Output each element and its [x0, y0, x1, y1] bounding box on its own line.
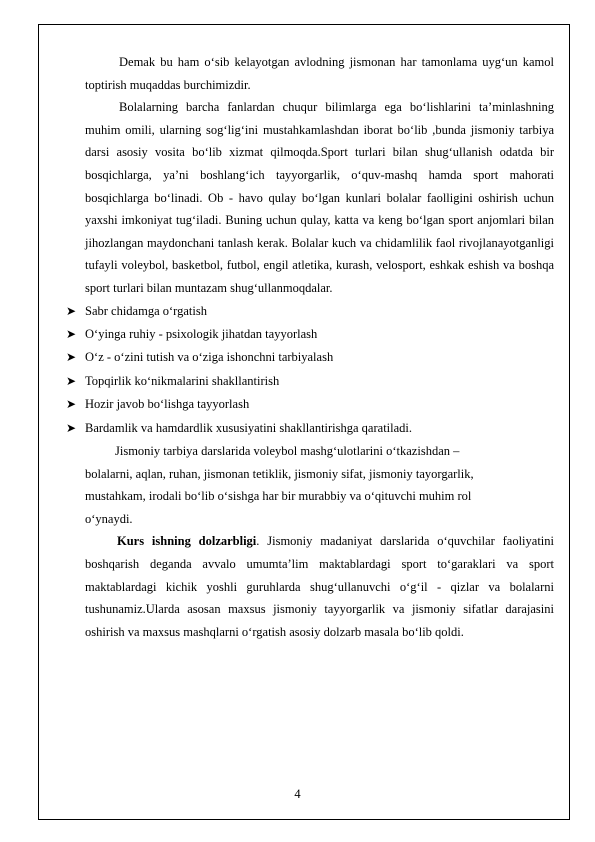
- relevance-text: . Jismoniy madaniyat darslarida o‘quvchilar faoliyatini boshqarish deganda avvalo umumta’lim maktablardagi sport to‘garaklari va sport maktablardagi kichik yoshli guruhlarda shug‘ullanuvchi o‘g‘il - qizlar va bolalarni tushunamiz.Ularda asosan maxsus jismoniy tayyorgarlik va jismoniy sifatlar darajasini oshirish va maxsus mashqlarni o‘rgatish asosiy dolzarb masala bo‘lib qoldi.: [85, 534, 554, 639]
- arrow-bullet-icon: ➤: [66, 303, 77, 318]
- paragraph-voleybol-text: bolalarni, aqlan, ruhan, jismonan tetiklik, jismoniy sifat, jismoniy tayorgarlik,: [85, 466, 474, 481]
- paragraph-voleybol-text: o‘ynaydi.: [85, 511, 133, 526]
- list-item-text: Sabr chidamga o‘rgatish: [85, 303, 207, 318]
- paragraph-relevance: [85, 530, 554, 643]
- relevance-heading: Kurs ishning dolzarbligi: [117, 534, 257, 549]
- paragraph-main-text: Bolalarning barcha fanlardan chuqur bilimlarga ega bo‘lishlarini ta’minlashning muhim omili, ularning sog‘lig‘ini mustahkamlashdan iborat bo‘lib ,bunda jismoniy tarbiya darsi asosiy vosita bo‘lib xizmat qilmoqda.Sport turlari bilan shug‘ullanish odatda bir bosqichlarga, ya’ni boshlang‘ich tayyorgarlik, o‘quv-mashq hamda sport mahorati bosqichlarga bo‘linadi. Ob - havo qulay bo‘lgan kunlari bolalar faolligini oshirish uchun yaxshi imkoniyat tug‘iladi. Buning uchun qulay, katta va keng bo‘lgan sport anjomlari bilan jihozlangan maydonchani tanlash kerak. Bolalar kuch va chidamlilik faol rivojlanayotganligi tufayli voleybol, basketbol, futbol, engil atletika, kurash, velosport, eshkak eshish va boshqa sport turlari bilan muntazam shug‘ullanmoqdalar.: [85, 100, 554, 295]
- paragraph-voleybol: [85, 440, 554, 530]
- arrow-bullet-icon: ➤: [66, 373, 77, 388]
- list-item: [66, 370, 554, 393]
- list-item-text: O‘yinga ruhiy - psixologik jihatdan tayyorlash: [85, 326, 318, 341]
- arrow-bullet-icon: ➤: [66, 326, 77, 341]
- arrow-bullet-icon: ➤: [66, 397, 77, 412]
- arrow-bullet-icon: ➤: [66, 350, 77, 365]
- page-number: 4: [294, 787, 301, 801]
- paragraph-voleybol-line: [85, 463, 554, 486]
- list-item: [66, 346, 554, 369]
- paragraph-main: [85, 96, 554, 299]
- paragraph-voleybol-text: Jismoniy tarbiya darslarida voleybol mashg‘ulotlarini o‘tkazishdan –: [115, 443, 460, 458]
- list-item-text: O‘z - o‘zini tutish va o‘ziga ishonchni tarbiyalash: [85, 350, 334, 365]
- paragraph-voleybol-text: mustahkam, irodali bo‘lib o‘sishga har bir murabbiy va o‘qituvchi muhim rol: [85, 489, 472, 504]
- bullet-list: [66, 300, 554, 440]
- paragraph-voleybol-line: [85, 485, 554, 508]
- list-item-text: Bardamlik va hamdardlik xususiyatini shakllantirishga qaratiladi.: [85, 420, 413, 435]
- paragraph-voleybol-line: [85, 440, 554, 463]
- list-item: [66, 393, 554, 416]
- paragraph-intro: [85, 51, 554, 96]
- list-item: [66, 300, 554, 323]
- page-content: [66, 51, 554, 643]
- list-item: [66, 323, 554, 346]
- arrow-bullet-icon: ➤: [66, 420, 77, 435]
- paragraph-voleybol-line: [85, 508, 554, 531]
- list-item: [66, 417, 554, 440]
- list-item-text: Hozir javob bo‘lishga tayyorlash: [85, 397, 250, 412]
- paragraph-intro-text: Demak bu ham o‘sib kelayotgan avlodning jismonan har tamonlama uyg‘un kamol toptirish muqaddas burchimizdir.: [85, 55, 554, 92]
- list-item-text: Topqirlik ko‘nikmalarini shakllantirish: [85, 373, 280, 388]
